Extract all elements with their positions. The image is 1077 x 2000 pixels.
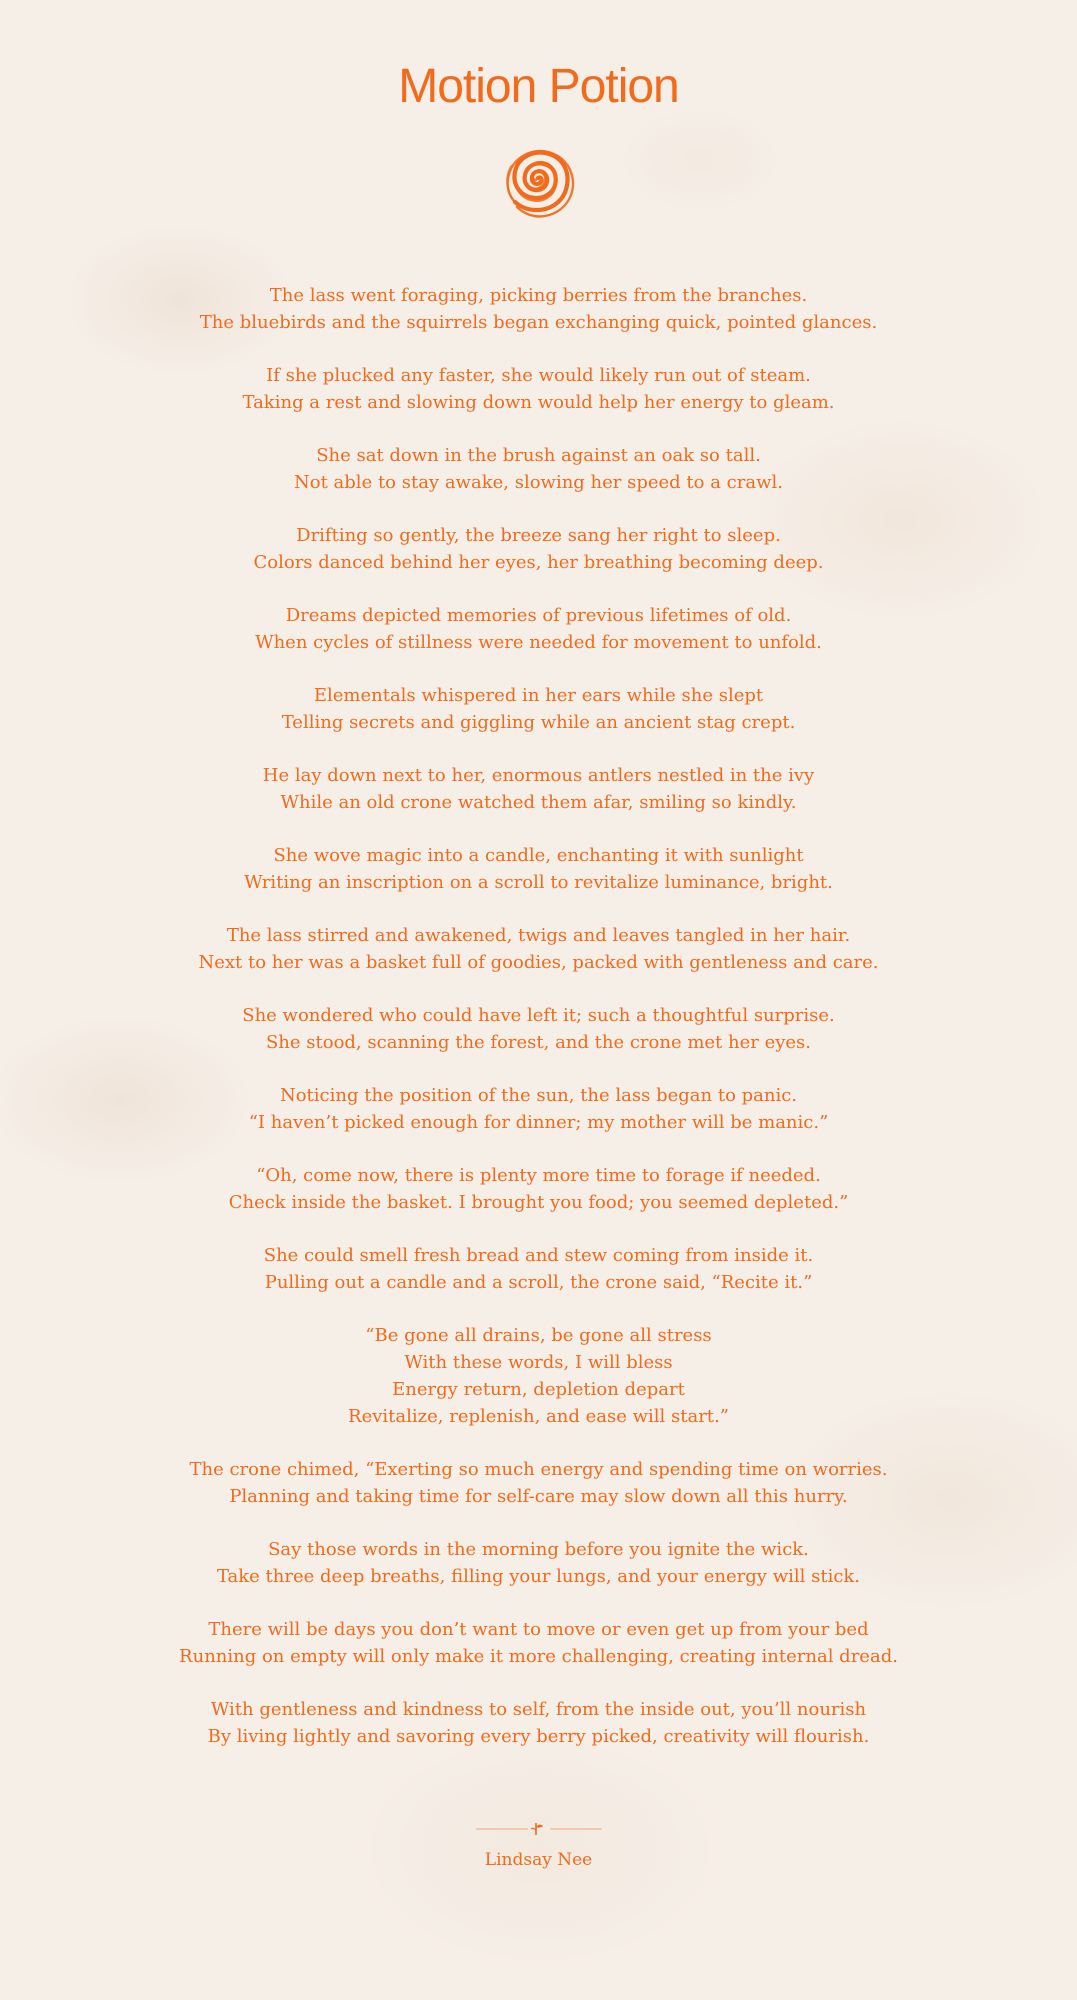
poem-line: Writing an inscription on a scroll to revitalize luminance, bright.	[244, 872, 833, 893]
stanza	[0, 1242, 1077, 1296]
stanza	[0, 602, 1077, 656]
poem-line: Revitalize, replenish, and ease will start.”	[348, 1406, 729, 1427]
poem-line: By living lightly and savoring every berry picked, creativity will flourish.	[207, 1726, 870, 1747]
stanza	[0, 1082, 1077, 1136]
stanza	[0, 1322, 1077, 1430]
poem-line: With these words, I will bless	[404, 1352, 673, 1373]
poem-line: The crone chimed, “Exerting so much energy and spending time on worries.	[189, 1459, 888, 1480]
poem-line: Elementals whispered in her ears while she slept	[313, 685, 764, 706]
stanza	[0, 842, 1077, 896]
poem-line: He lay down next to her, enormous antlers nestled in the ivy	[262, 765, 815, 786]
stanza	[0, 922, 1077, 976]
stanza	[0, 682, 1077, 736]
spiral-icon	[494, 136, 582, 220]
stanza	[0, 522, 1077, 576]
poem-line: Telling secrets and giggling while an ancient stag crept.	[281, 712, 796, 733]
poem-line: She sat down in the brush against an oak so tall.	[316, 445, 761, 466]
stanza	[0, 282, 1077, 336]
poem-line: Planning and taking time for self-care may slow down all this hurry.	[229, 1486, 848, 1507]
poem-line: Energy return, depletion depart	[392, 1379, 685, 1400]
stanza	[0, 1696, 1077, 1750]
stanza	[0, 1616, 1077, 1670]
poem-line: Drifting so gently, the breeze sang her right to sleep.	[296, 525, 781, 546]
poem-line: Colors danced behind her eyes, her breathing becoming deep.	[253, 552, 824, 573]
stanza	[0, 1456, 1077, 1510]
stanza	[0, 442, 1077, 496]
stanza	[0, 762, 1077, 816]
poem-line: “Oh, come now, there is plenty more time to forage if needed.	[256, 1165, 821, 1186]
sprout-icon	[474, 1820, 604, 1836]
poem-line: She stood, scanning the forest, and the crone met her eyes.	[265, 1032, 812, 1053]
poem-line: With gentleness and kindness to self, from the inside out, you’ll nourish	[210, 1699, 867, 1720]
stanza	[0, 1002, 1077, 1056]
poem-line: There will be days you don’t want to move or even get up from your bed	[208, 1619, 869, 1640]
poem-line: She wove magic into a candle, enchanting it with sunlight	[273, 845, 804, 866]
poem-line: Take three deep breaths, filling your lungs, and your energy will stick.	[216, 1566, 861, 1587]
stanza	[0, 362, 1077, 416]
poem-line: She wondered who could have left it; such a thoughtful surprise.	[242, 1005, 835, 1026]
poem-line: Taking a rest and slowing down would help her energy to gleam.	[242, 392, 835, 413]
poem-line: Next to her was a basket full of goodies, packed with gentleness and care.	[198, 952, 879, 973]
author-name: Lindsay Nee	[484, 1850, 593, 1870]
poem-line: “I haven’t picked enough for dinner; my mother will be manic.”	[248, 1112, 829, 1133]
poem-line: While an old crone watched them afar, smiling so kindly.	[280, 792, 797, 813]
page-title: Motion Potion	[398, 60, 679, 113]
poem-line: She could smell fresh bread and stew coming from inside it.	[263, 1245, 814, 1266]
poem-line: The lass stirred and awakened, twigs and leaves tangled in her hair.	[226, 925, 851, 946]
poem-line: When cycles of stillness were needed for movement to unfold.	[255, 632, 822, 653]
signature	[0, 1820, 1077, 1870]
poem-line: Pulling out a candle and a scroll, the crone said, “Recite it.”	[264, 1272, 813, 1293]
poem-line: Running on empty will only make it more challenging, creating internal dread.	[179, 1646, 898, 1667]
stanza	[0, 1536, 1077, 1590]
poem-line: Noticing the position of the sun, the lass began to panic.	[279, 1085, 798, 1106]
poem-line: Check inside the basket. I brought you food; you seemed depleted.”	[228, 1192, 849, 1213]
stanza	[0, 1162, 1077, 1216]
poem-body	[0, 282, 1077, 1776]
poem-line: “Be gone all drains, be gone all stress	[365, 1325, 712, 1346]
poem-line: The lass went foraging, picking berries from the branches.	[269, 285, 808, 306]
poem-line: Dreams depicted memories of previous lifetimes of old.	[285, 605, 792, 626]
poem-line: Say those words in the morning before you ignite the wick.	[268, 1539, 809, 1560]
poem-line: If she plucked any faster, she would likely run out of steam.	[266, 365, 811, 386]
poem-line: The bluebirds and the squirrels began exchanging quick, pointed glances.	[199, 312, 878, 333]
poem-line: Not able to stay awake, slowing her speed to a crawl.	[294, 472, 783, 493]
